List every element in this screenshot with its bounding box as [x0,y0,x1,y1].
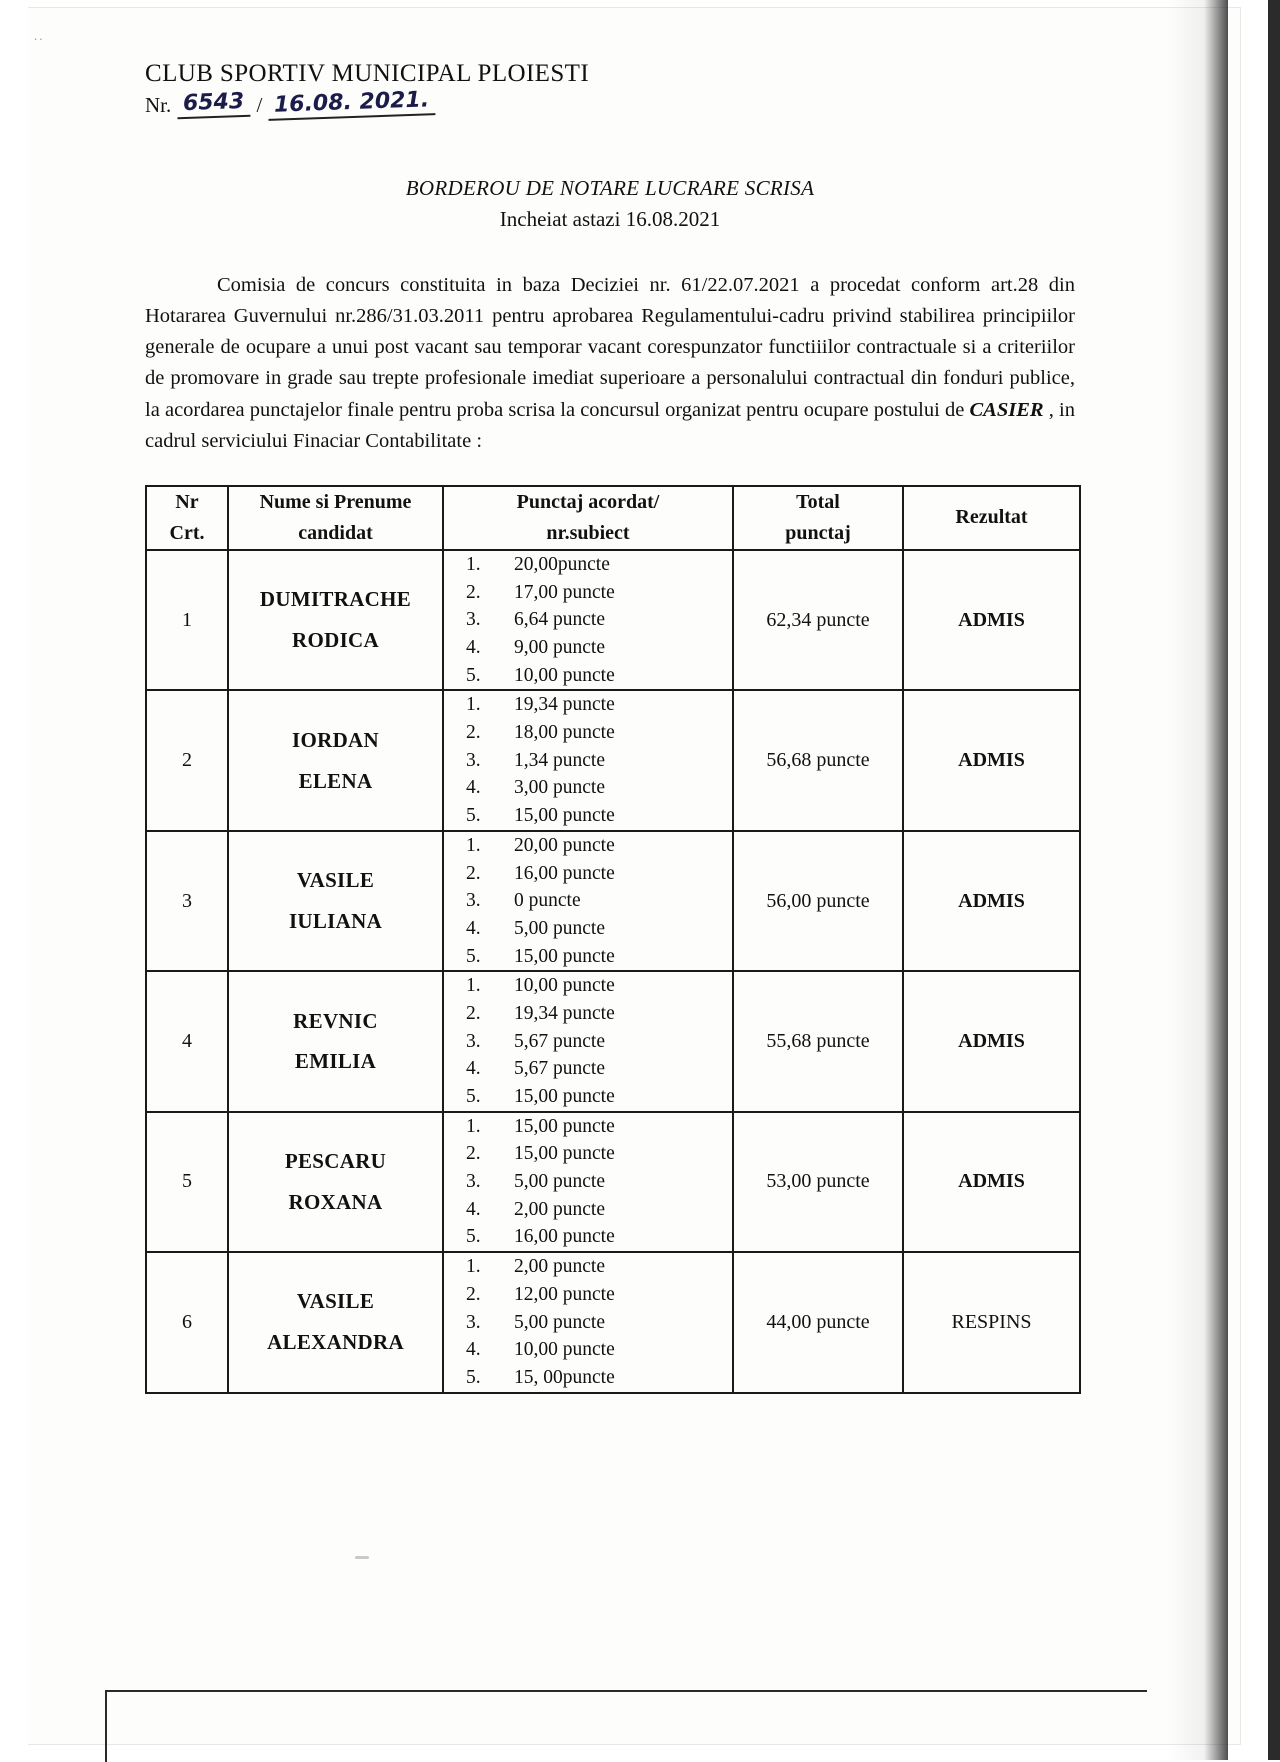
organization-title: CLUB SPORTIV MUNICIPAL PLOIESTI [145,60,590,87]
score-index: 4. [466,1198,481,1220]
grading-table [145,485,1081,1394]
scan-dark-edge [1268,0,1280,1760]
row-result: ADMIS [903,831,1080,971]
row-scores [443,550,733,690]
score-index: 2. [466,581,481,603]
candidate-lastname: REVNIC [293,1008,378,1033]
document-title: BORDEROU DE NOTARE LUCRARE SCRISA [405,176,815,200]
score-value: 15,00 puncte [514,945,615,967]
score-index: 5. [466,1086,481,1107]
score-line [444,972,732,1000]
document-subtitle: Incheiat astazi 16.08.2021 [499,207,721,231]
registration-number-line [145,87,1075,118]
score-value: 2,00 puncte [514,1198,605,1220]
score-line [444,551,732,579]
header-result [903,486,1080,550]
document-body [145,60,1075,1394]
page-left-margin [0,0,28,1760]
page-bottom-frame [105,1690,1147,1762]
row-candidate-name [228,1112,443,1252]
row-total: 62,34 puncte [733,550,903,690]
score-value: 19,34 puncte [514,1002,615,1024]
row-scores [443,1252,733,1392]
row-scores [443,971,733,1111]
row-nr: 2 [146,690,228,830]
header-points-line2: nr.subiect [546,521,630,544]
candidate-firstname: RODICA [292,628,379,653]
score-value: 10,00 puncte [514,975,615,997]
score-line [444,1168,732,1196]
nr-date-handwritten: 16.08. 2021. [268,87,436,121]
row-nr: 5 [146,1112,228,1252]
score-index: 5. [466,1226,481,1248]
score-value: 0 puncte [514,890,581,912]
row-candidate-name [228,550,443,690]
header-name [228,486,443,550]
score-value: 15,00 puncte [514,1115,615,1137]
header-nr-line2: Crt. [169,521,205,544]
score-line [444,634,732,662]
score-value: 19,34 puncte [514,694,615,716]
score-value: 15,00 puncte [514,1143,615,1165]
score-index: 1. [466,1256,481,1278]
score-value: 17,00 puncte [514,581,615,603]
header-result-line1: Rezultat [955,506,1028,529]
score-index: 1. [466,975,481,997]
row-scores [443,1112,733,1252]
row-candidate-name [228,831,443,971]
corner-speckle: .. [34,28,45,43]
nr-value-handwritten: 6543 [177,89,251,120]
row-total: 53,00 puncte [733,1112,903,1252]
candidate-firstname: IULIANA [288,909,383,934]
position-name: CASIER [969,398,1049,421]
score-index: 2. [466,862,481,884]
score-line [444,802,732,830]
score-value: 15, 00puncte [514,1366,615,1388]
score-line [444,915,732,943]
score-line [444,1336,732,1364]
score-index: 3. [466,890,481,912]
row-result: ADMIS [903,550,1080,690]
header-total [733,486,903,550]
score-index: 5. [466,945,481,967]
score-line [444,1281,732,1309]
score-value: 5,67 puncte [514,1058,605,1080]
score-value: 5,00 puncte [514,1171,605,1193]
score-index: 2. [466,1002,481,1024]
score-index: 3. [466,1030,481,1052]
score-line [444,832,732,860]
score-value: 10,00 puncte [514,1339,615,1361]
score-line [444,662,732,690]
score-value: 5,67 puncte [514,1030,605,1052]
header-total-line1: Total [796,490,840,513]
score-value: 16,00 puncte [514,1226,615,1248]
score-line [444,691,732,719]
score-index: 3. [466,609,481,631]
header-points [443,486,733,550]
score-value: 20,00 puncte [514,834,615,856]
score-index: 4. [466,1339,481,1361]
row-nr: 4 [146,971,228,1111]
score-index: 1. [466,694,481,716]
header-name-line2: candidat [298,521,373,544]
score-value: 12,00 puncte [514,1283,615,1305]
score-line [444,719,732,747]
score-line [444,1000,732,1028]
score-value: 18,00 puncte [514,722,615,744]
candidate-firstname: ALEXANDRA [267,1330,404,1355]
row-scores [443,831,733,971]
score-line [444,1055,732,1083]
score-index: 4. [466,777,481,799]
score-value: 1,34 puncte [514,749,605,771]
score-value: 5,00 puncte [514,1311,605,1333]
row-candidate-name [228,971,443,1111]
score-index: 2. [466,722,481,744]
candidate-lastname: IORDAN [292,727,379,752]
score-index: 5. [466,664,481,686]
row-scores [443,690,733,830]
score-line [444,1140,732,1168]
candidate-lastname: VASILE [296,1289,375,1314]
score-line [444,1253,732,1281]
table-row [146,971,1080,1111]
score-index: 1. [466,1115,481,1137]
row-nr: 6 [146,1252,228,1392]
nr-label: Nr. [145,93,172,117]
score-index: 3. [466,749,481,771]
row-total: 55,68 puncte [733,971,903,1111]
row-nr: 1 [146,550,228,690]
header-total-line2: punctaj [785,521,851,544]
row-total: 56,00 puncte [733,831,903,971]
score-line [444,860,732,888]
score-line [444,606,732,634]
row-result: ADMIS [903,1112,1080,1252]
score-index: 2. [466,1283,481,1305]
score-index: 4. [466,1058,481,1080]
score-index: 5. [466,805,481,827]
table-row [146,550,1080,690]
header-nr-crt [146,486,228,550]
score-index: 3. [466,1311,481,1333]
header-points-line1: Punctaj acordat/ [516,490,660,513]
score-index: 3. [466,1171,481,1193]
candidate-lastname: PESCARU [284,1148,387,1173]
score-value: 3,00 puncte [514,777,605,799]
score-value: 16,00 puncte [514,862,615,884]
table-row [146,1252,1080,1392]
table-row [146,831,1080,971]
score-value: 10,00 puncte [514,664,615,686]
candidate-firstname: ROXANA [288,1189,383,1214]
score-index: 4. [466,637,481,658]
candidate-lastname: VASILE [296,868,375,893]
score-line [444,1223,732,1251]
table-row [146,1112,1080,1252]
score-index: 1. [466,834,481,856]
intro-paragraph-part2: , in cadrul serviciului Finaciar Contabilitate : [145,398,1075,452]
candidate-firstname: ELENA [298,768,373,793]
score-line [444,943,732,971]
row-result: RESPINS [903,1252,1080,1392]
page-speck [355,1556,369,1559]
row-nr: 3 [146,831,228,971]
row-candidate-name [228,1252,443,1392]
score-line [444,579,732,607]
row-result: ADMIS [903,690,1080,830]
score-index: 1. [466,553,481,575]
row-total: 56,68 puncte [733,690,903,830]
score-index: 4. [466,917,481,939]
header-nr-line1: Nr [175,490,199,513]
score-line [444,747,732,775]
score-value: 15,00 puncte [514,805,615,827]
score-value: 6,64 puncte [514,609,605,631]
candidate-lastname: DUMITRACHE [259,587,412,612]
score-line [444,1083,732,1111]
score-value: 9,00 puncte [514,637,605,658]
row-result: ADMIS [903,971,1080,1111]
score-value: 20,00puncte [514,553,610,575]
row-total: 44,00 puncte [733,1252,903,1392]
nr-separator: / [256,93,263,117]
score-value: 2,00 puncte [514,1256,605,1278]
table-header-row [146,486,1080,550]
score-index: 2. [466,1143,481,1165]
candidate-firstname: EMILIA [294,1049,377,1074]
header-name-line1: Nume si Prenume [259,490,412,513]
score-line [444,1196,732,1224]
score-line [444,1364,732,1392]
intro-paragraph [145,270,1075,457]
score-line [444,774,732,802]
score-index: 5. [466,1366,481,1388]
score-line [444,887,732,915]
score-line [444,1028,732,1056]
score-value: 5,00 puncte [514,917,605,939]
intro-paragraph-part1: Comisia de concurs constituita in baza Deciziei nr. 61/22.07.2021 a procedat conform art.28 din Hotararea Guvernului nr.286/31.03.2011 pentru aprobarea Regulamentului-cadru privind stabilirea principiilor generale de ocupare a unui post vacant sau temporar vacant corespunzator functiiilor contractuale si a criteriilor de promovare in grade sau trepte profesionale imediat superioare a personalului contractual din fonduri publice, la acordarea punctajelor finale pentru proba scrisa la concursul organizat pentru ocupare postului de [145,274,1075,421]
score-line [444,1113,732,1141]
table-row [146,690,1080,830]
score-line [444,1309,732,1337]
score-value: 15,00 puncte [514,1086,615,1107]
row-candidate-name [228,690,443,830]
